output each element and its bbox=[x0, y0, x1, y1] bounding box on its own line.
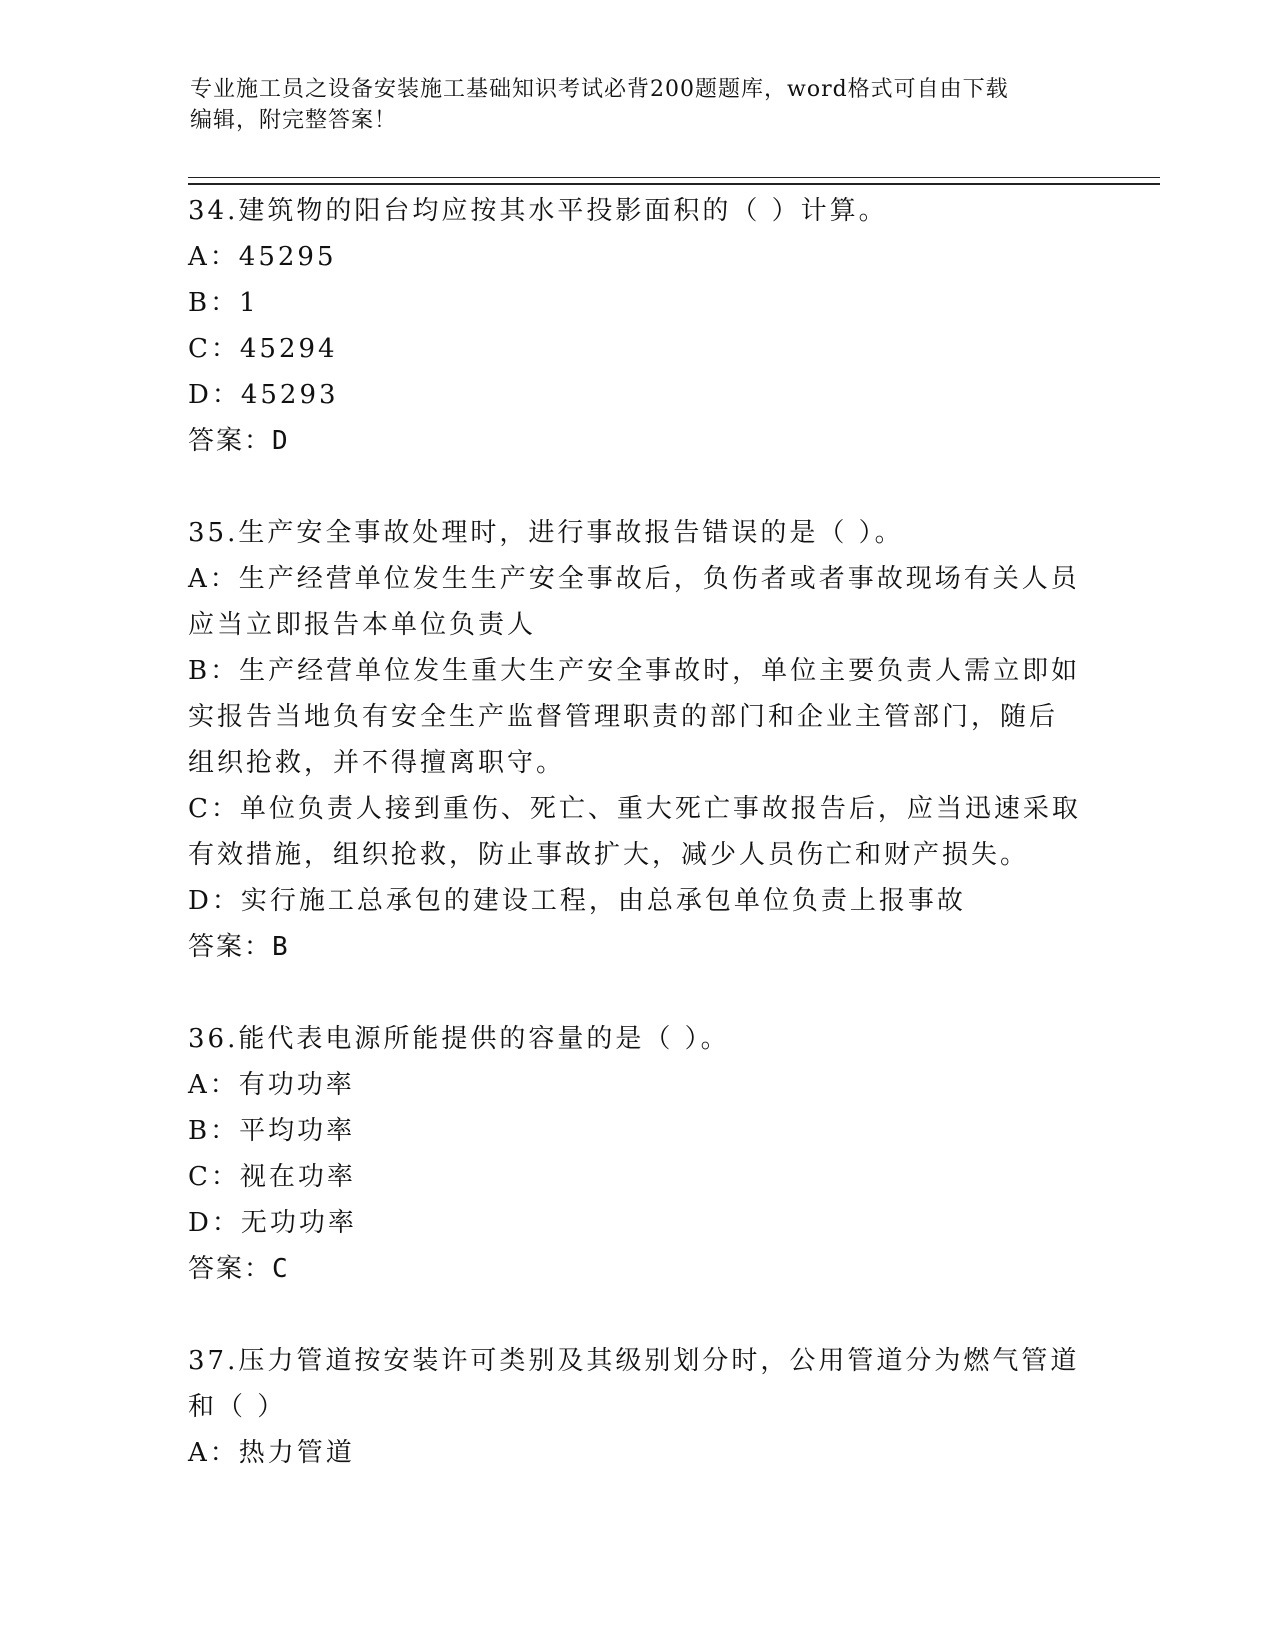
answer-value: D bbox=[272, 426, 289, 456]
question-35 bbox=[188, 510, 1088, 970]
header-line-2: 编辑，附完整答案！ bbox=[190, 108, 398, 133]
option-a: A：热力管道 bbox=[188, 1438, 355, 1468]
header-line-1: 专业施工员之设备安装施工基础知识考试必背200题题库，word格式可自由下载 bbox=[190, 77, 1009, 102]
header-divider-thin bbox=[188, 177, 1160, 178]
question-34 bbox=[188, 188, 1088, 464]
question-stem: 35.生产安全事故处理时，进行事故报告错误的是（ ）。 bbox=[188, 518, 904, 548]
option-d: D：45293 bbox=[188, 380, 339, 410]
question-37 bbox=[188, 1338, 1088, 1476]
header-divider-thick bbox=[188, 183, 1160, 185]
answer-line bbox=[188, 1246, 1088, 1292]
option-c: C：视在功率 bbox=[188, 1162, 356, 1192]
question-stem: 34.建筑物的阳台均应按其水平投影面积的（ ）计算。 bbox=[188, 196, 888, 226]
answer-label: 答案： bbox=[188, 426, 273, 456]
question-stem-continued: 和（ ） bbox=[188, 1392, 287, 1422]
question-list bbox=[188, 188, 1088, 1522]
answer-line bbox=[188, 418, 1088, 464]
option-d: D：无功功率 bbox=[188, 1208, 357, 1238]
question-stem: 36.能代表电源所能提供的容量的是（ ）。 bbox=[188, 1024, 730, 1054]
option-a-continued: 应当立即报告本单位负责人 bbox=[188, 610, 537, 640]
question-36 bbox=[188, 1016, 1088, 1292]
option-a: A：有功功率 bbox=[188, 1070, 355, 1100]
option-b-continued: 组织抢救，并不得擅离职守。 bbox=[188, 748, 566, 778]
answer-value: C bbox=[272, 1254, 289, 1284]
answer-value: B bbox=[272, 932, 289, 962]
option-c: C：单位负责人接到重伤、死亡、重大死亡事故报告后，应当迅速采取 bbox=[188, 794, 1081, 824]
option-b-continued: 实报告当地负有安全生产监督管理职责的部门和企业主管部门，随后 bbox=[188, 702, 1059, 732]
option-b: B：平均功率 bbox=[188, 1116, 356, 1146]
question-stem: 37.压力管道按安装许可类别及其级别划分时，公用管道分为燃气管道 bbox=[188, 1346, 1080, 1376]
option-c-continued: 有效措施，组织抢救，防止事故扩大，减少人员伤亡和财产损失。 bbox=[188, 840, 1030, 870]
option-a: A：生产经营单位发生生产安全事故后，负伤者或者事故现场有关人员 bbox=[188, 564, 1080, 594]
document-header bbox=[190, 74, 1070, 136]
answer-label: 答案： bbox=[188, 932, 273, 962]
option-d: D：实行施工总承包的建设工程，由总承包单位负责上报事故 bbox=[188, 886, 966, 916]
answer-label: 答案： bbox=[188, 1254, 273, 1284]
option-b: B：生产经营单位发生重大生产安全事故时，单位主要负责人需立即如 bbox=[188, 656, 1081, 686]
option-b: B：1 bbox=[188, 288, 259, 318]
option-a: A：45295 bbox=[188, 242, 337, 272]
answer-line bbox=[188, 924, 1088, 970]
option-c: C：45294 bbox=[188, 334, 338, 364]
